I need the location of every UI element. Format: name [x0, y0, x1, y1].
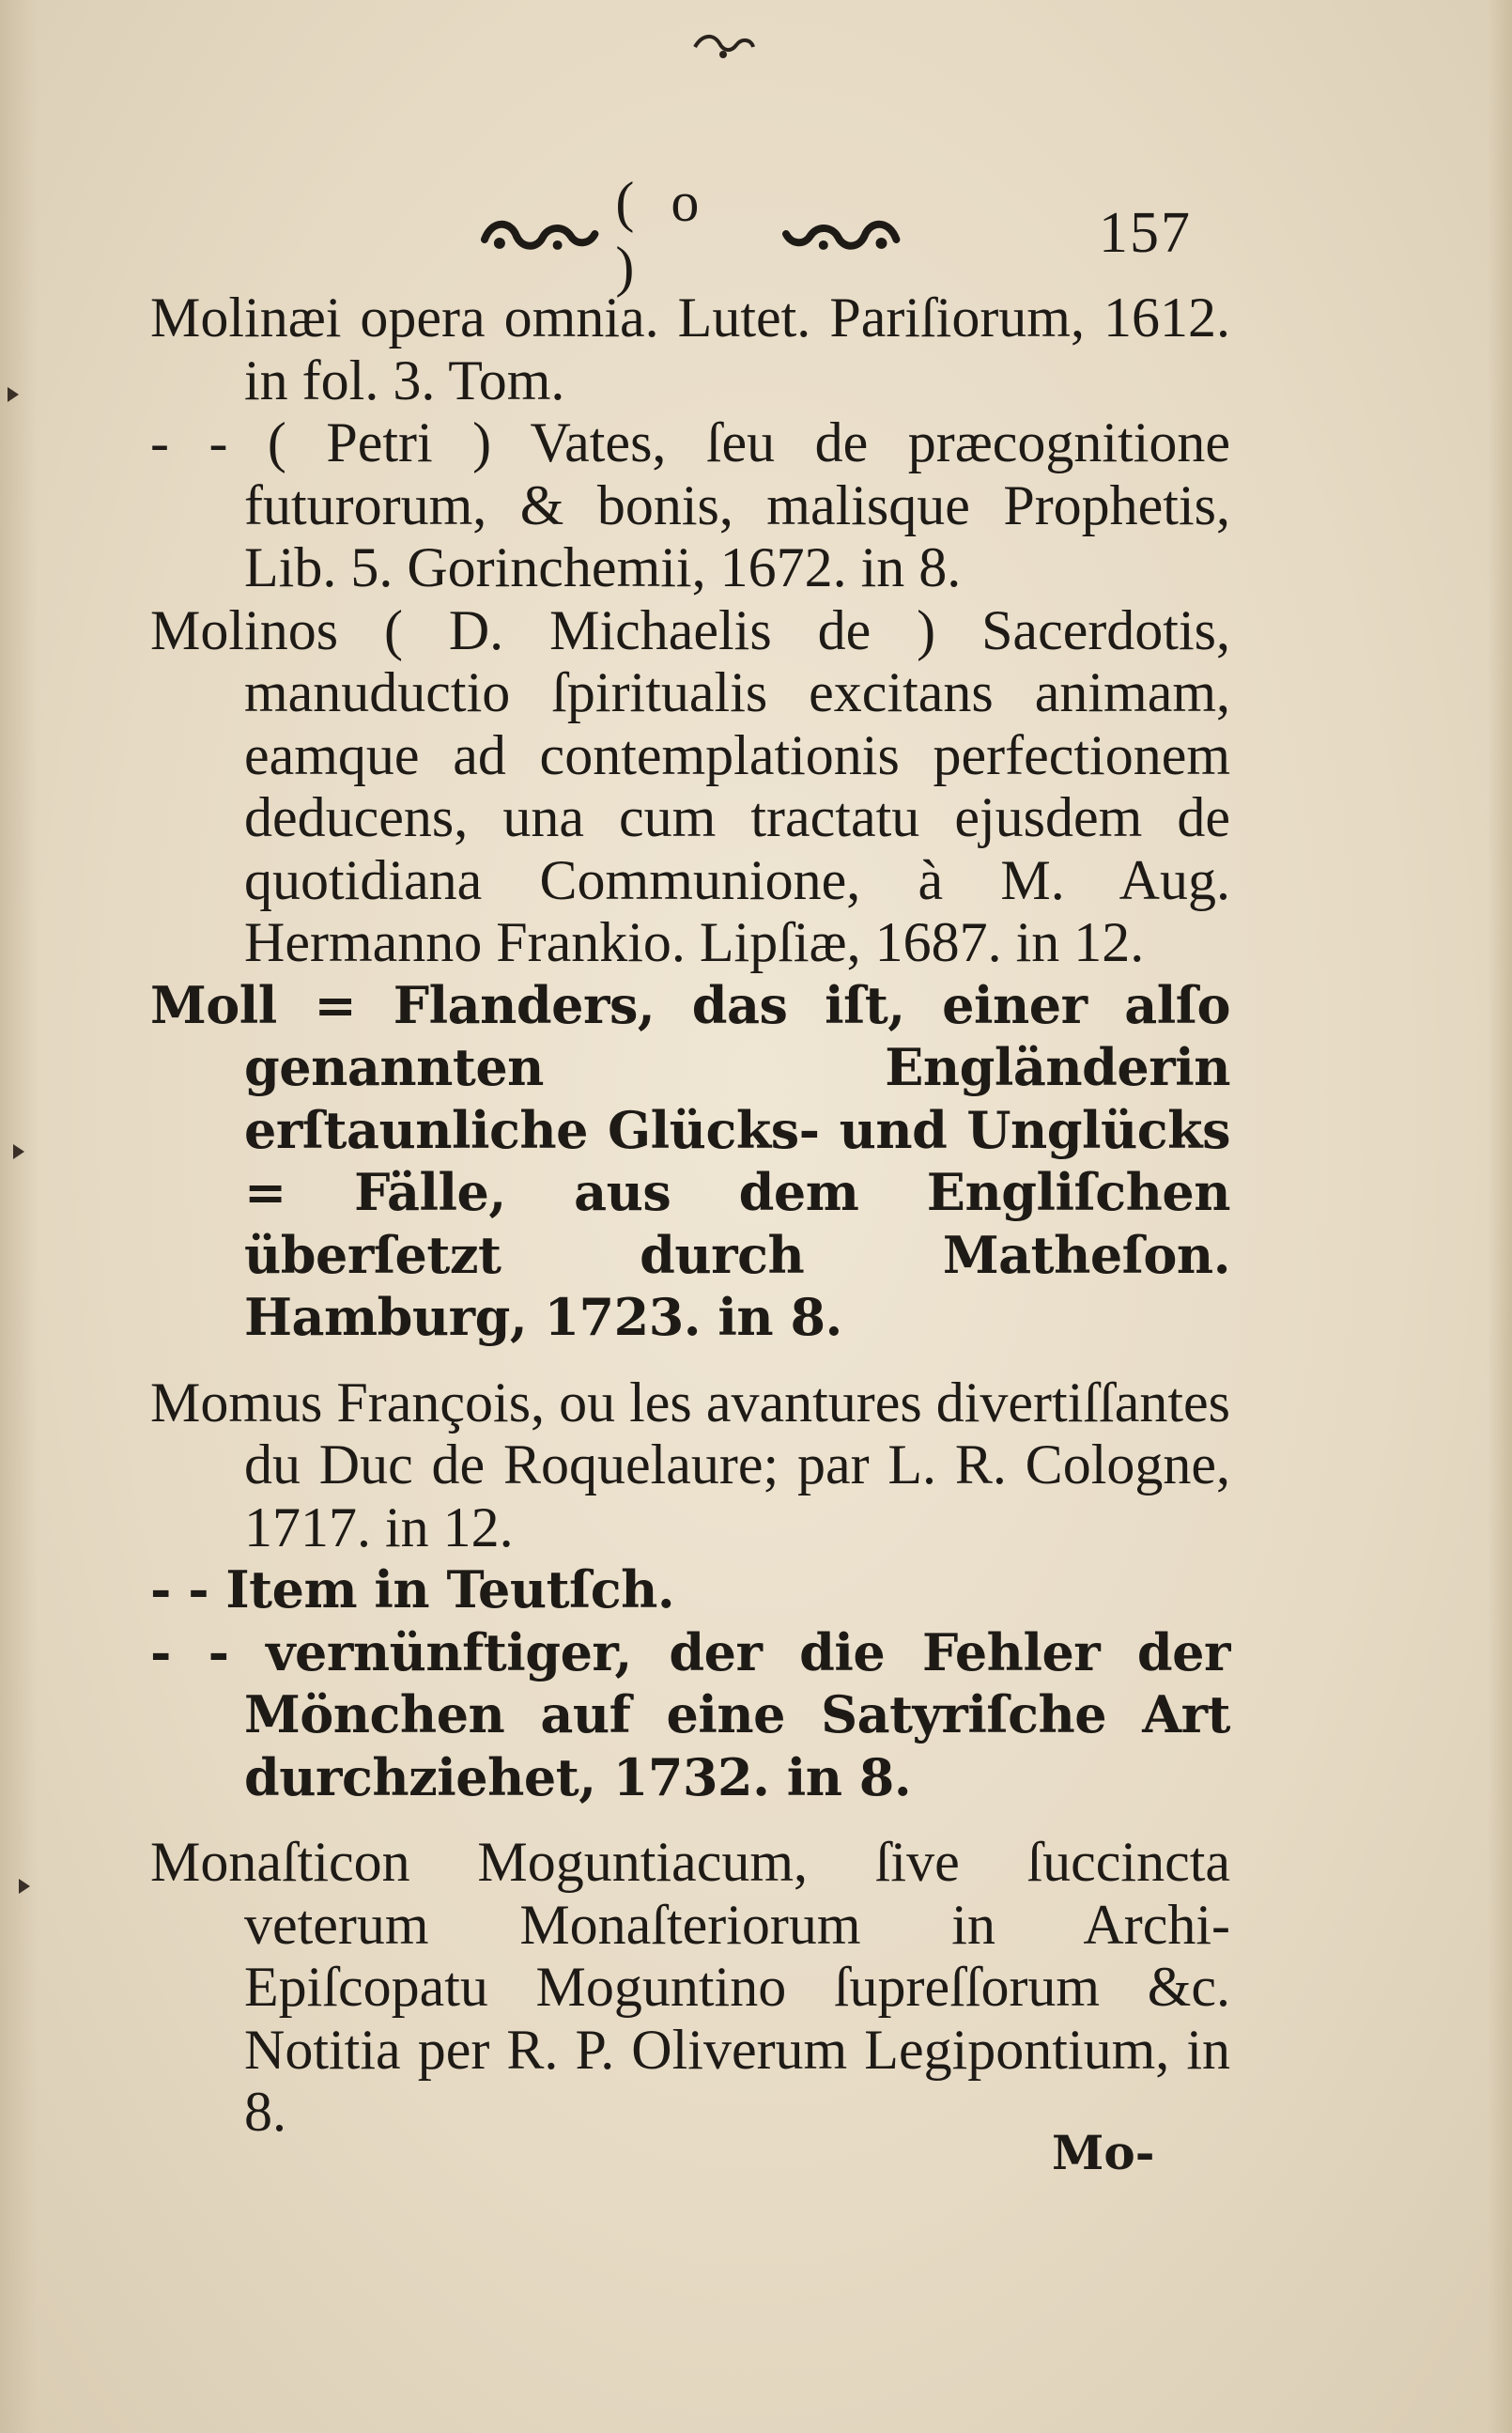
- top-ornament-icon: [686, 26, 761, 64]
- catalog-entry: Molinos ( D. Michaelis de ) Sacerdotis, manuductio ſpiritualis excitans animam, eamque ad contemplationis perfectionem deducens, una cum tractatu ejusdem de quotidiana Communione, à M. Aug. Hermanno Frankio. Lipſiæ, 1687. in 12.: [150, 598, 1230, 973]
- right-fleuron-icon: [780, 211, 902, 258]
- margin-mark-icon: [19, 1879, 30, 1894]
- catalog-entry: Molinæi opera omnia. Lutet. Pariſiorum, 1612. in fol. 3. Tom.: [150, 287, 1230, 411]
- page-number: 157: [1099, 201, 1192, 265]
- catalog-entry-fraktur: - - Item in Teutſch.: [150, 1559, 675, 1619]
- header-marker: ( o ): [615, 171, 711, 298]
- catalog-entry: Momus François, ou les avantures divertiſſantes du Duc de Roquelaure; par L. R. Cologne, 1717. in 12.: [150, 1371, 1230, 1558]
- catalog-entry-fraktur: - - vernünftiger, der die Fehler der Mönchen auf eine Satyriſche Art durchziehet, 1732. in 8.: [150, 1621, 1230, 1807]
- catalog-entry-fraktur: Moll = Flanders, das iſt, einer alſo genannten Engländerin erſtaunliche Glücks- und Unglücks = Fälle, aus dem Engliſchen überſetzt durch Matheſon. Hamburg, 1723. in 8.: [150, 974, 1230, 1347]
- catalog-entries: [150, 287, 1230, 2144]
- left-fleuron-icon: [479, 211, 600, 258]
- running-header: [0, 171, 1512, 298]
- catalog-entry: - - ( Petri ) Vates, ſeu de præcognitione futurorum, & bonis, malisque Prophetis, Lib. 5. Gorinchemii, 1672. in 8.: [150, 411, 1230, 598]
- catalog-entry: Monaſticon Moguntiacum, ſive ſuccincta veterum Monaſteriorum in Archi-Epiſcopatu Moguntino ſupreſſorum &c. Notitia per R. P. Oliverum Legipontium, in 8.: [150, 1831, 1230, 2143]
- margin-mark-icon: [8, 387, 19, 402]
- page-edge-shadow-left: [0, 0, 38, 2433]
- margin-mark-icon: [13, 1144, 24, 1159]
- header-ornament: [479, 171, 902, 298]
- catchword: Mo-: [1052, 2125, 1155, 2180]
- page-edge-shadow-right: [1488, 0, 1512, 2433]
